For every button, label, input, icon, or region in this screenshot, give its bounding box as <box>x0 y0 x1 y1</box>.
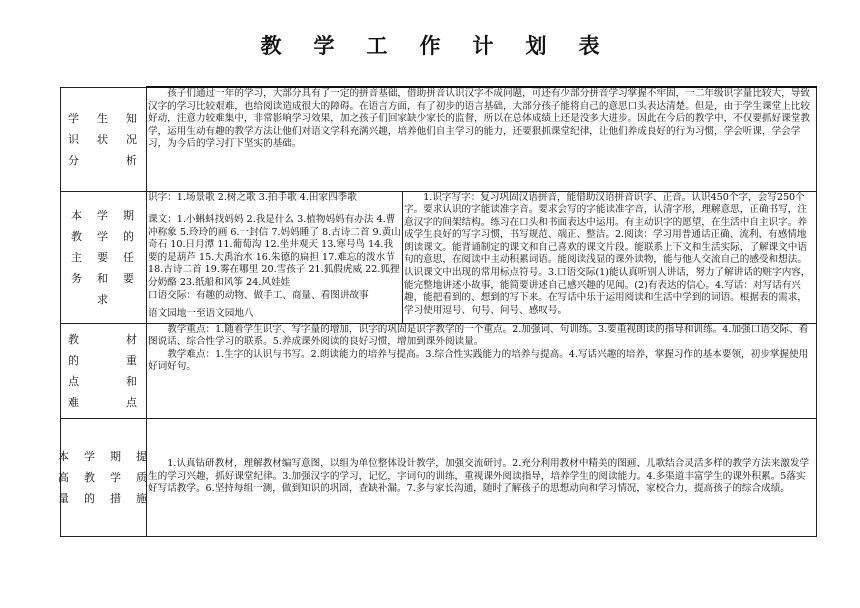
key-points: 教学重点：1.随着学生识字、写字量的增加，识字的巩固是识字教学的一个重点。2.加强词、句训练。3.要重视朗读的指导和训练。4.加强口语交际、看图说话、综合性学习的联系。5.养成课外阅读的良好习惯，增加到课外阅读量。 <box>148 323 809 348</box>
tasks-requirements: 1.识字写字：复习巩固汉语拼音，能借助汉语拼音识字、正音。认识450个字，会写250个字。要求认识的字能读准字音。要求会写的字能读准字音，认清字形，理解意思，正确书写，注意汉字的间架结构。练习在口头和书面表达中运用。有主动识字的愿望，在生活中自主识字。养成学生良好的写字习惯，书写规范、端正、整洁。2.阅读：学习用普通话正确、流利、有感情地朗读课文。能背诵制定的课文和自己喜欢的课文片段。能联系上下文和生活实际，了解课文中语句的意思，在阅读中主动积累词语。能阅读浅显的课外读物，能与他人交流自己的感受和想法。认识课文中出现的常用标点符号。3.口语交际(1)能认真听别人讲话，努力了解讲话的赃字内容，能完整地讲述小故事，能简要讲述自己感兴趣的见闻。(2)有表达的信心。4.写话：对写话有兴趣，能把看到的、想到的写下来。在写话中乐于运用阅读和生活中学到的词语。根据表的需求，学习使用逗号、句号、问号、感叹号。 <box>403 191 817 323</box>
literacy-lessons: 识字：1.场景歌 2.树之歌 3.拍手歌 4.田家四季歌 <box>148 191 357 203</box>
text-lessons: 课文：1.小蝌蚪找妈妈 2.我是什么 3.植物妈妈有办法 4.曹冲称象 5.玲玲的画 6.一封信 7.妈妈睡了 8.古诗二首 9.黄山奇石 10.日月潭 11.葡萄沟 12.坐井观天 13.寒号鸟 14.我要的是葫芦 15.大禹治水 16.朱德的扁担 17.难忘的泼水节 18.古诗二首 19.雾在哪里 20.雪孩子 21.狐假虎威 22.狐狸分奶酪 23.纸船和风筝 24.风娃娃 <box>148 214 401 289</box>
row-measures <box>61 418 817 536</box>
row-student-analysis <box>61 87 817 191</box>
measures-text: 1.认真钻研教材，理解教材编写意图，以组为单位整体设计教学，加强交流研讨。2.充分利用教材中精美的图画、儿歌结合灵活多样的教学方法来激发学生的学习兴趣，抓好课堂纪律。3.加强汉字的学习，记忆，字词句的训练，重视课外阅读指导，培养学生的阅读能力。4.多渠道丰富学生的课外积累。5落实好写话教学。6.坚持每组一测，做到知识的巩固，查缺补漏。7.多与家长沟通，随时了解孩子的思想动向和学习情况，家校合力，提高孩子的综合成绩。 <box>147 418 817 536</box>
row-focus <box>61 323 817 418</box>
row-tasks <box>61 191 817 323</box>
heading-student-analysis: 学 生 知 识 状 况 分 析 <box>61 87 147 191</box>
difficult-points: 教学难点：1.生字的认识与书写。2.朗读能力的培养与提高。3.综合性实践能力的培养与提高。4.写话兴趣的培养，掌握习作的基本要领，初步掌握使用好词好句。 <box>148 348 809 373</box>
heading-measures: 本 学 期 提 高 教 学 质 量 的 措 施 <box>61 418 147 536</box>
heading-tasks: 本 学 期 教 学 的 主 要 任 务 和 要 求 <box>61 191 147 323</box>
tasks-content-list <box>147 191 403 323</box>
page-title: 教学工作计划表 <box>260 34 632 58</box>
plan-table <box>60 86 817 537</box>
oral-communication: 口语交际：有趣的动物、做手工、商量、看图讲故事 <box>148 289 369 301</box>
focus-text <box>147 323 817 418</box>
student-analysis-text: 孩子们通过一年的学习，大部分具有了一定的拼音基础，借助拼音认识汉字不成问题，可还有少部分拼音学习掌握不牢固，一二年级识字量比较大，导致汉字的学习比较艰难，也给阅读造成很大的障碍。在语言方面，有了初步的语言基础，大部分孩子能将自己的意思口头表达清楚。但是，由于学生课堂上比较好动，注意力较难集中，非常影响学习效果，加之孩子们回家缺少家长的监督，所以在总体成绩上还是没多大进步。因此在今后的教学中，不仅要抓好课堂教学，运用生动有趣的教学方法让他们对语文学科充满兴趣，培养他们自主学习的能力，还要狠抓课堂纪律，让他们养成良好的行为习惯，学会听课，学会学习，为今后的学习打下坚实的基础。 <box>147 87 817 191</box>
language-garden: 语文园地一至语文园地八 <box>148 308 254 320</box>
heading-focus: 教 材 的 重 点 和 难 点 <box>61 323 147 418</box>
